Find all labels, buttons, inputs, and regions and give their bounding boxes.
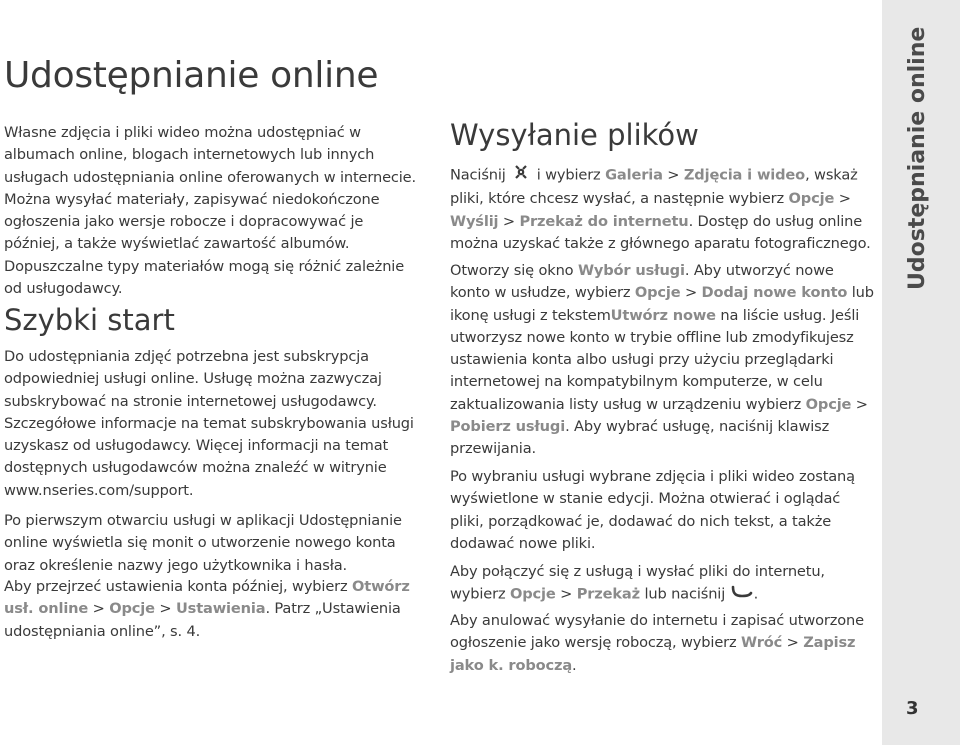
chapter-title-vertical: Udostępnianie online	[905, 26, 930, 290]
menu-key-icon	[510, 163, 532, 188]
quick-start-paragraph-1: Do udostępniania zdjęć potrzebna jest subskrypcja odpowiedniej usługi online. Usługę można zazwyczaj subskrybować na stronie internetowej usługodawcy. Szczegółowe informacje na temat subskrybowania usługi uzyskasz od usługodawcy. Więcej informacji na temat dostępnych usługodawców można znaleźć w witrynie www.nseries.com/support.	[4, 348, 414, 499]
page-number: 3	[906, 698, 919, 719]
send-files-heading: Wysyłanie plików	[450, 118, 699, 152]
send-files-paragraph-4: Aby połączyć się z usługą i wysłać pliki do internetu, wybierz Opcje > Przekaż lub naciśnij .	[450, 561, 878, 607]
send-files-paragraph-2: Otworzy się okno Wybór usługi. Aby utworzyć nowe konto w usłudze, wybierz Opcje > Dodaj nowe konto lub ikonę usługi z tekstemUtwórz nowe na liście usług. Jeśli utworzysz nowe konto w trybie offline lub zmodyfikujesz ustawienia konta albo usługi przy użyciu przeglądarki internetowej na kompatybilnym komputerze, w celu zaktualizowania listy usług w urządzeniu wybierz Opcje > Pobierz usługi. Aby wybrać usługę, naciśnij klawisz przewijania.	[450, 262, 874, 458]
menu-path-settings: Ustawienia	[175, 600, 266, 618]
send-files-paragraph-1: Naciśnij i wybierz Galeria > Zdjęcia i wideo, wskaż pliki, które chcesz wysłać, a następnie wybierz Opcje > Wyślij > Przekaż do internetu. Dostęp do usług online można uzyskać także z głównego aparatu fotograficznego.	[450, 163, 878, 255]
intro-paragraph: Własne zdjęcia i pliki wideo można udostępniać w albumach online, blogach internetowych lub innych usługach udostępniania online oferowanych w internecie. Można wysyłać materiały, zapisywać niedokończone ogłoszenia jako wersje robocze i dopracowywać je później, a także wyświetlać zawartość albumów. Dopuszczalne typy materiałów mogą się różnić zależnie od usługodawcy.	[4, 124, 416, 298]
send-files-paragraph-5: Aby anulować wysyłanie do internetu i zapisać utworzone ogłoszenie jako wersję roboczą, wybierz Wróć > Zapisz jako k. roboczą.	[450, 612, 864, 674]
quick-start-paragraph-2: Po pierwszym otwarciu usługi w aplikacji Udostępnianie online wyświetla się monit o utworzenie nowego konta oraz określenie nazwy jego użytkownika i hasła.	[4, 512, 402, 574]
call-key-icon	[730, 583, 754, 606]
menu-path-options: Opcje	[109, 600, 155, 618]
page-title: Udostępnianie online	[4, 55, 379, 96]
menu-path-open-service: Otwórz usł. online	[4, 578, 410, 618]
quick-start-heading: Szybki start	[4, 303, 175, 337]
send-files-paragraph-3: Po wybraniu usługi wybrane zdjęcia i pliki wideo zostaną wyświetlone w stanie edycji. Można otwierać i oglądać pliki, porządkować je, dodawać do nich tekst, a także dodawać nowe pliki.	[450, 468, 855, 552]
quick-start-paragraph-3: Aby przejrzeć ustawienia konta później, wybierz Otwórz usł. online > Opcje > Ustawienia. Patrz „Ustawienia udostępniania online”, s. 4.	[4, 578, 410, 640]
